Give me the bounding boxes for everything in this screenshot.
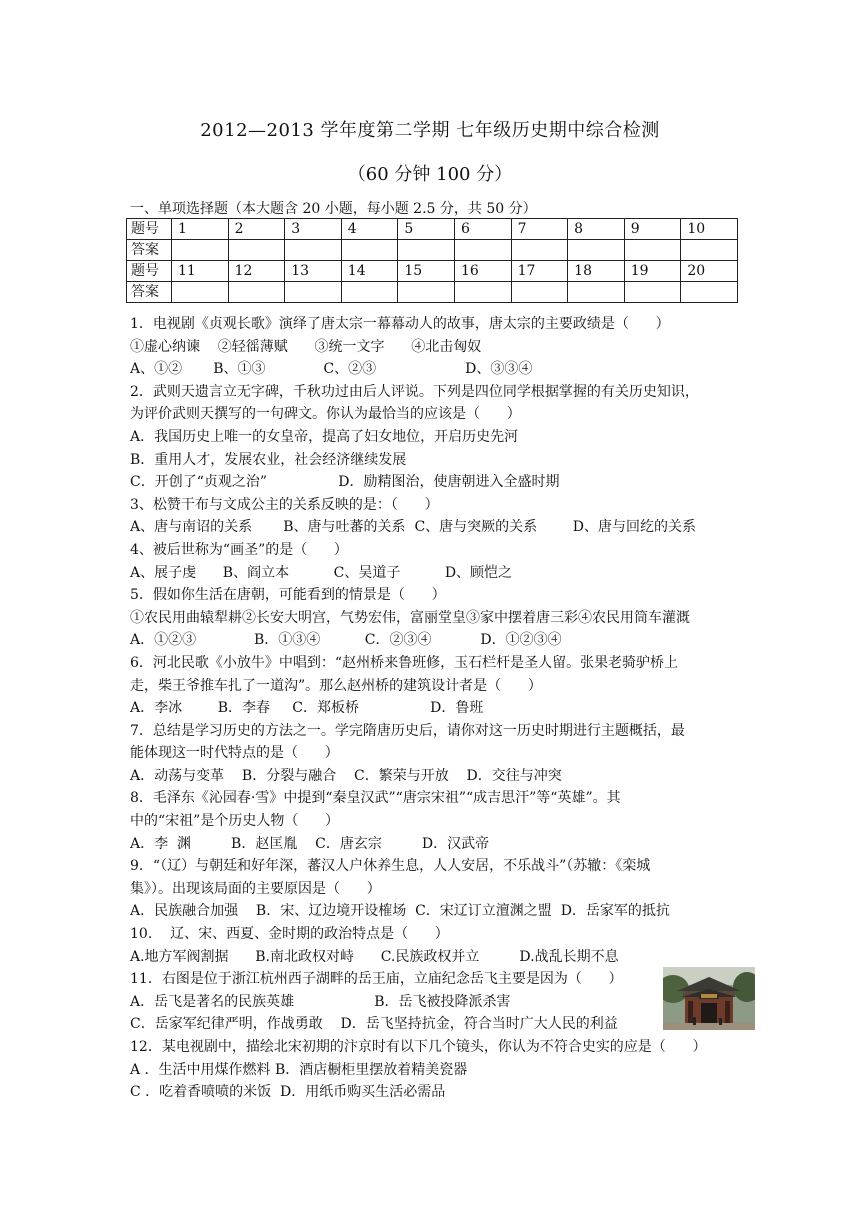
answer-cell xyxy=(681,282,738,303)
question-line: B．重用人才，发展农业，社会经济继续发展 xyxy=(130,451,407,468)
row-label: 答案 xyxy=(127,240,172,261)
table-row xyxy=(127,219,738,240)
question-line: 5．假如你生活在唐朝，可能看到的情景是（ ） xyxy=(130,587,446,604)
question-line: 8．毛泽东《沁园春·雪》中提到“秦皇汉武”“唐宗宋祖”“成吉思汗”等“英雄”。其 xyxy=(130,790,621,807)
question-line: A．李冰 B．李春 C．郑板桥 D．鲁班 xyxy=(130,700,484,717)
question-line: A、展子虔 B、阎立本 C、吴道子 D、顾恺之 xyxy=(130,564,513,581)
question-line: 1．电视剧《贞观长歌》演绎了唐太宗一幕幕动人的故事，唐太宗的主要政绩是（ ） xyxy=(130,316,670,332)
row-label: 题号 xyxy=(127,261,172,282)
row-label: 答案 xyxy=(127,282,172,303)
answer-cell xyxy=(624,282,681,303)
yue-wang-temple-photo xyxy=(663,967,755,1030)
question-line: A.地方军阀割据 B.南北政权对峙 C.民族政权并立 D.战乱长期不息 xyxy=(130,948,619,965)
question-number-cell: 16 xyxy=(454,261,511,282)
question-line: C．开创了“贞观之治” D．励精图治，使唐朝进入全盛时期 xyxy=(130,474,560,491)
question-number-cell: 8 xyxy=(568,219,625,240)
table-row xyxy=(127,282,738,303)
question-line: A．李 渊 B．赵匡胤 C．唐玄宗 D．汉武帝 xyxy=(130,835,490,852)
question-number-cell: 4 xyxy=(341,219,398,240)
question-line: A ．生活中用煤作燃料 B．酒店橱柜里摆放着精美瓷器 xyxy=(130,1061,468,1078)
question-line: 12．某电视剧中，描绘北宋初期的汴京时有以下几个镜头，你认为不符合史实的应是（ ） xyxy=(130,1039,707,1055)
question-body xyxy=(130,313,740,1104)
table-row xyxy=(127,261,738,282)
question-number-cell: 5 xyxy=(398,219,455,240)
answer-cell xyxy=(285,240,342,261)
answer-cell xyxy=(228,282,285,303)
question-line: A．民族融合加强 B．宋、辽边境开设榷场 C．宋辽订立澶渊之盟 D．岳家军的抵抗 xyxy=(130,903,670,920)
question-line: A、①② B、①③ C、②③ D、③③④ xyxy=(130,361,533,378)
question-line: 中的“宋祖”是个历史人物（ ） xyxy=(130,813,340,830)
answer-cell xyxy=(681,240,738,261)
question-line: 2．武则天遗言立无字碑，千秋功过由后人评说。下列是四位同学根据掌握的有关历史知识， xyxy=(130,383,699,400)
page-title: 2012—2013 学年度第二学期 七年级历史期中综合检测 xyxy=(200,120,660,141)
question-number-cell: 14 xyxy=(341,261,398,282)
answer-cell xyxy=(341,282,398,303)
question-number-cell: 9 xyxy=(624,219,681,240)
question-number-cell: 12 xyxy=(228,261,285,282)
table-row xyxy=(127,240,738,261)
section-heading: 一、单项选择题（本大题含 20 小题，每小题 2.5 分，共 50 分） xyxy=(130,201,537,217)
question-number-cell: 3 xyxy=(285,219,342,240)
question-line: C．岳家军纪律严明，作战勇敢 D．岳飞坚持抗金，符合当时广大人民的利益 xyxy=(130,1016,618,1033)
question-line: 能体现这一时代特点的是（ ） xyxy=(130,745,339,762)
question-number-cell: 2 xyxy=(228,219,285,240)
question-line: A．①②③ B．①③④ C．②③④ D．①②③④ xyxy=(130,632,562,649)
question-line: ①农民用曲辕犁耕②长安大明宫，气势宏伟，富丽堂皇③家中摆着唐三彩④农民用筒车灌溉 xyxy=(130,609,690,626)
question-line: 11．右图是位于浙江杭州西子湖畔的岳王庙，立庙纪念岳飞主要是因为（ ） xyxy=(130,971,623,988)
answer-cell xyxy=(398,240,455,261)
answer-cell xyxy=(285,282,342,303)
question-line: 6．河北民歌《小放牛》中唱到：“赵州桥来鲁班修，玉石栏杆是圣人留。张果老骑驴桥上 xyxy=(130,654,679,671)
question-line: ①虚心纳谏 ②轻徭薄赋 ③统一文字 ④北击匈奴 xyxy=(130,338,482,355)
question-line: 10. 辽、宋、西夏、金时期的政治特点是（ ） xyxy=(130,926,449,943)
question-number-cell: 6 xyxy=(454,219,511,240)
answer-cell xyxy=(511,282,568,303)
question-line: 3、松赞干布与文成公主的关系反映的是：（ ） xyxy=(130,496,439,513)
answer-cell xyxy=(568,240,625,261)
question-number-cell: 13 xyxy=(285,261,342,282)
question-line: A、唐与南诏的关系 B、唐与吐蕃的关系 C、唐与突厥的关系 D、唐与回纥的关系 xyxy=(130,519,696,536)
question-line: 走，柴王爷推车扎了一道沟”。那么赵州桥的建筑设计者是（ ） xyxy=(130,677,542,694)
question-line: 9．“（辽）与朝廷和好年深，蕃汉人户休养生息，人人安居，不乐战斗”（苏辙：《栾城 xyxy=(130,858,651,875)
question-number-cell: 18 xyxy=(568,261,625,282)
question-number-cell: 11 xyxy=(172,261,229,282)
question-number-cell: 7 xyxy=(511,219,568,240)
row-label: 题号 xyxy=(127,219,172,240)
answer-cell xyxy=(398,282,455,303)
question-number-cell: 17 xyxy=(511,261,568,282)
answer-cell xyxy=(511,240,568,261)
page-subtitle: （60 分钟 100 分） xyxy=(347,164,513,185)
question-line: 7．总结是学习历史的方法之一。学完隋唐历史后，请你对这一历史时期进行主题概括，最 xyxy=(130,722,685,739)
answer-cell xyxy=(341,240,398,261)
answer-cell xyxy=(172,282,229,303)
answer-cell xyxy=(454,240,511,261)
question-number-cell: 20 xyxy=(681,261,738,282)
question-line: C ．吃着香喷喷的米饭 D．用纸币购买生活必需品 xyxy=(130,1084,446,1101)
question-line: A．岳飞是著名的民族英雄 B．岳飞被投降派杀害 xyxy=(130,993,511,1010)
answer-cell xyxy=(624,240,681,261)
question-line: A．动荡与变革 B．分裂与融合 C．繁荣与开放 D．交往与冲突 xyxy=(130,767,562,784)
temple-image xyxy=(663,967,755,1030)
question-line: 4、被后世称为“画圣”的是（ ） xyxy=(130,541,348,558)
question-number-cell: 15 xyxy=(398,261,455,282)
question-line: 集》）。出现该局面的主要原因是（ ） xyxy=(130,880,381,897)
answer-cell xyxy=(228,240,285,261)
question-line: 为评价武则天撰写的一句碑文。你认为最恰当的应该是（ ） xyxy=(130,406,521,423)
answer-table xyxy=(126,218,738,303)
question-line: A．我国历史上唯一的女皇帝，提高了妇女地位，开启历史先河 xyxy=(130,428,519,445)
answer-cell xyxy=(172,240,229,261)
question-number-cell: 10 xyxy=(681,219,738,240)
answer-cell xyxy=(454,282,511,303)
question-number-cell: 1 xyxy=(172,219,229,240)
answer-cell xyxy=(568,282,625,303)
question-number-cell: 19 xyxy=(624,261,681,282)
